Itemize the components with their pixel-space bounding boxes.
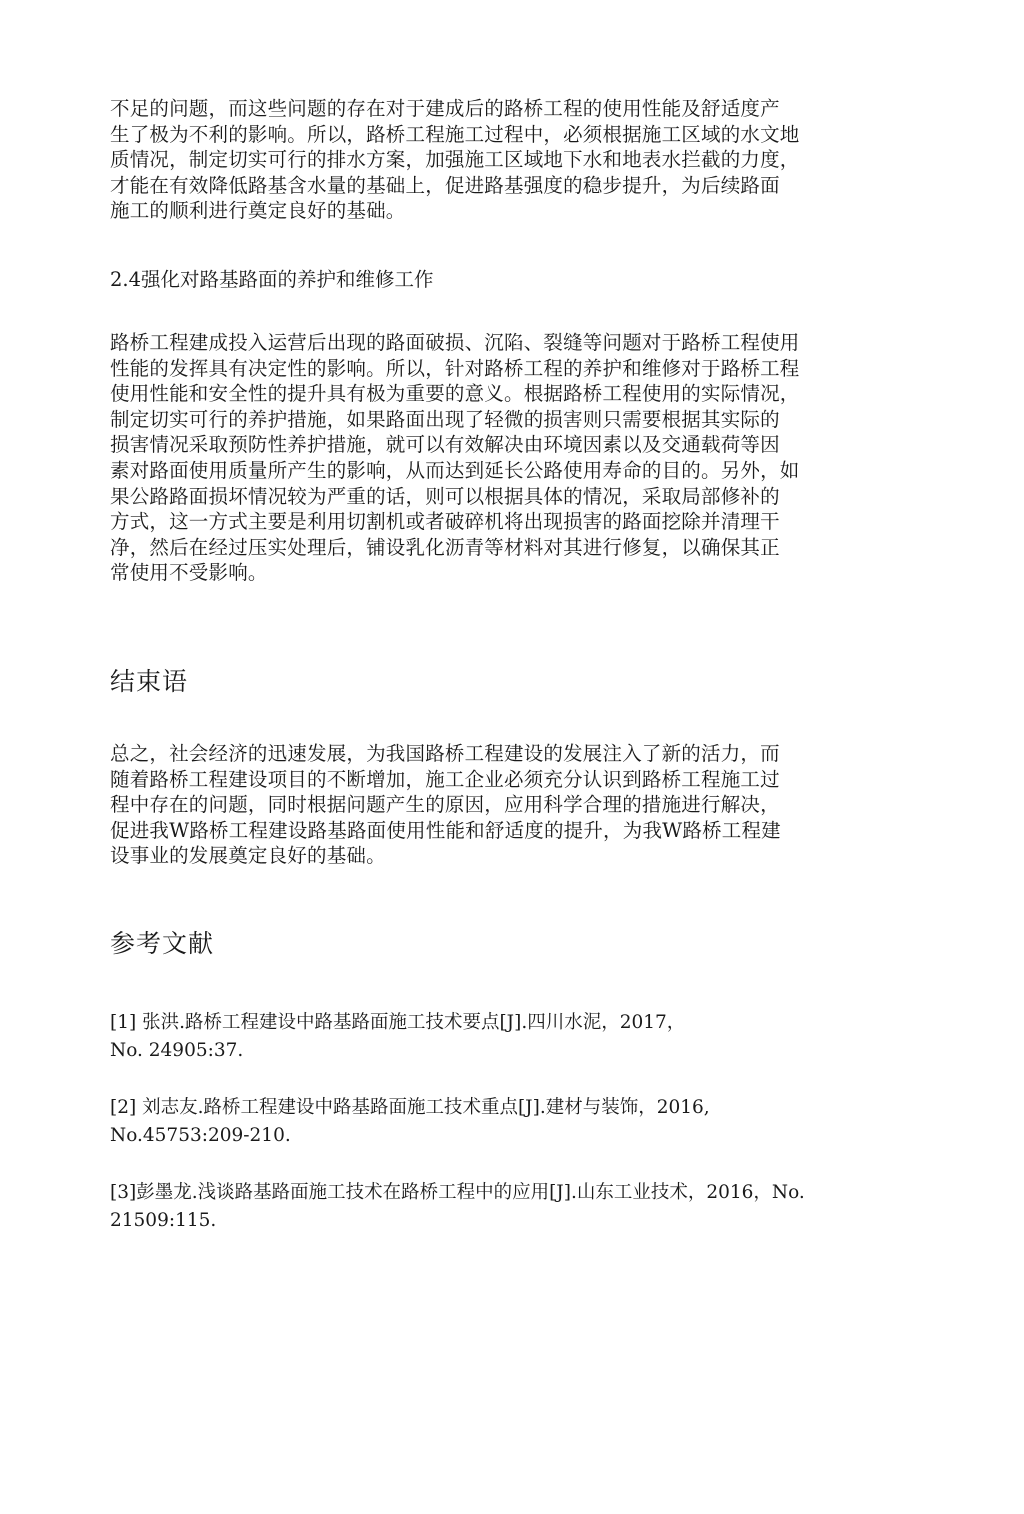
conclusion-paragraph: 总之，社会经济的迅速发展，为我国路桥工程建设的发展注入了新的活力，而 随着路桥工程建设项目的不断增加，施工企业必须充分认识到路桥工程施工过 程中存在的问题，同时根据问题产生的原因，应用科学合理的措施进行解决， 促进我W路桥工程建设路基路面使用性能和舒适度的提升，为我W路桥工程建 设事业的发展奠定良好的基础。 — [110, 742, 781, 868]
references-heading: 参考文献 — [110, 929, 215, 958]
conclusion-heading: 结束语 — [110, 667, 189, 696]
reference-item: [1] 张洪.路桥工程建设中路基路面施工技术要点[J].四川水泥，2017， No. 24905:37. — [110, 1012, 686, 1061]
section-2-4-heading: 2.4强化对路基路面的养护和维修工作 — [110, 268, 434, 291]
intro-continuation-paragraph: 不足的问题，而这些问题的存在对于建成后的路桥工程的使用性能及舒适度产 生了极为不利的影响。所以，路桥工程施工过程中，必须根据施工区域的水文地 质情况，制定切实可行的排水方案，加强施工区域地下水和地表水拦截的力度， 才能在有效降低路基含水量的基础上，促进路基强度的稳步提升，为后续路面 施工的顺利进行奠定良好的基础。 — [110, 97, 800, 223]
reference-item: [2] 刘志友.路桥工程建设中路基路面施工技术重点[J].建材与装饰，2016, No.45753:209-210. — [110, 1097, 710, 1146]
section-2-4-paragraph: 路桥工程建成投入运营后出现的路面破损、沉陷、裂缝等问题对于路桥工程使用 性能的发挥具有决定性的影响。所以，针对路桥工程的养护和维修对于路桥工程 使用性能和安全性的提升具有极为重要的意义。根据路桥工程使用的实际情况， 制定切实可行的养护措施，如果路面出现了轻微的损害则只需要根据其实际的 损害情况采取预防性养护措施，就可以有效解决由环境因素以及交通载荷等因 素对路面使用质量所产生的影响，从而达到延长公路使用寿命的目的。另外，如 果公路路面损坏情况较为严重的话，则可以根据具体的情况，采取局部修补的 方式，这一方式主要是利用切割机或者破碎机将出现损害的路面挖除并清理干 净，然后在经过压实处理后，铺设乳化沥青等材料对其进行修复，以确保其正 常使用不受影响。 — [110, 331, 800, 585]
reference-item: [3]彭墨龙.浅谈路基路面施工技术在路桥工程中的应用[J].山东工业技术，2016，No. 21509:115. — [110, 1182, 805, 1231]
